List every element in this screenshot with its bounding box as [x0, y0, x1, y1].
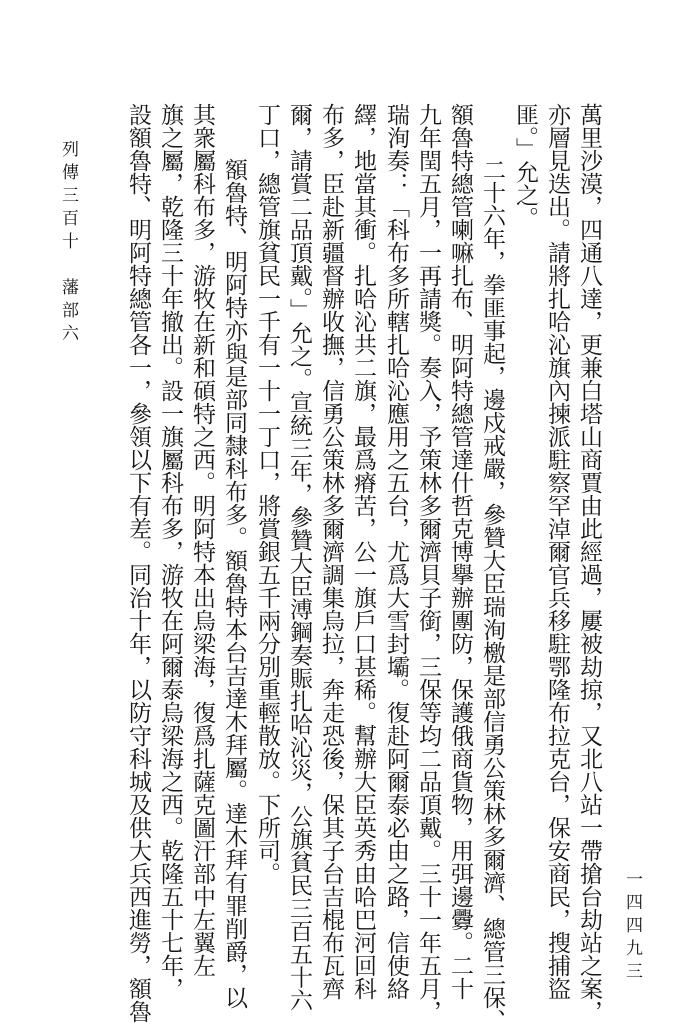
- text-column: 亦層見迭出。請將扎哈沁旗內揀派駐察罕淖爾官兵移駐鄂隆布拉克台，保安商民，搜捕盜: [544, 103, 570, 1000]
- text-column: 旗之屬，乾隆三十年撤出。設一旗屬科布多，游牧在阿爾泰烏梁海之西。乾隆五十七年，: [157, 103, 183, 1000]
- text-column: 萬里沙漠，四通八達，更兼白塔山商賈由此經過，屢被劫掠，又北八站一帶搶台劫站之案，: [576, 103, 602, 1023]
- text-column: 額魯特、明阿特亦與是部同隸科布多。額魯特本台吉達木拜屬。達木拜有罪削爵，以: [221, 158, 247, 1009]
- page-number: 一四四九三: [622, 870, 642, 985]
- chapter-title: 列傳三百十: [58, 140, 78, 255]
- section-title: 藩部六: [58, 278, 78, 347]
- text-column: 丁口，總管旗貧民一千有一十一丁口，將賞銀五千兩分別重輕散放。下所司。: [254, 103, 280, 885]
- text-column: 瑞洵奏：「科布多所轄扎哈沁應用之五台，尤爲大雪封壩。復赴阿爾泰必由之路，信使絡: [383, 103, 409, 1000]
- text-column: 二十六年，拳匪事起，邊戍戒嚴，參贊大臣瑞洵檄是部信勇公策林多爾濟、總管三保、: [479, 158, 505, 1032]
- text-column: 其衆屬科布多，游牧在新和碩特之西。明阿特本出烏梁海，復爲扎薩克圖汗部中左翼左: [189, 103, 215, 977]
- text-column: 爾，請賞二品頂戴。」允之。宣統三年，參贊大臣溥鋼奏賑扎哈沁災，公旗貧民三百五十六: [286, 103, 312, 1012]
- text-column: 九年閏五月，一再請獎。奏入，予策林多爾濟貝子銜，三保等均二品頂戴。三十一年五月，: [415, 103, 441, 1023]
- text-column: 繹，地當其衝。扎哈沁共二旗，最爲瘠苦，公一旗戶口甚稀。幫辦大臣英秀由哈巴河回科: [350, 103, 376, 1000]
- text-column: 額魯特總管喇嘛扎布、明阿特總管達什哲克博擧辦團防，保護俄商貨物，用弭邊釁。二十: [447, 103, 473, 1000]
- text-column: 匪。」允之。: [512, 103, 538, 230]
- text-column: 布多，臣赴新疆督辦收撫，信勇公策林多爾濟調集烏拉，奔走恐後，保其子台吉棍布瓦齊: [318, 103, 344, 1000]
- text-column: 設額魯特、明阿特總管各一，參領以下有差。同治十年，以防守科城及供大兵西進勞，額魯: [125, 103, 151, 1023]
